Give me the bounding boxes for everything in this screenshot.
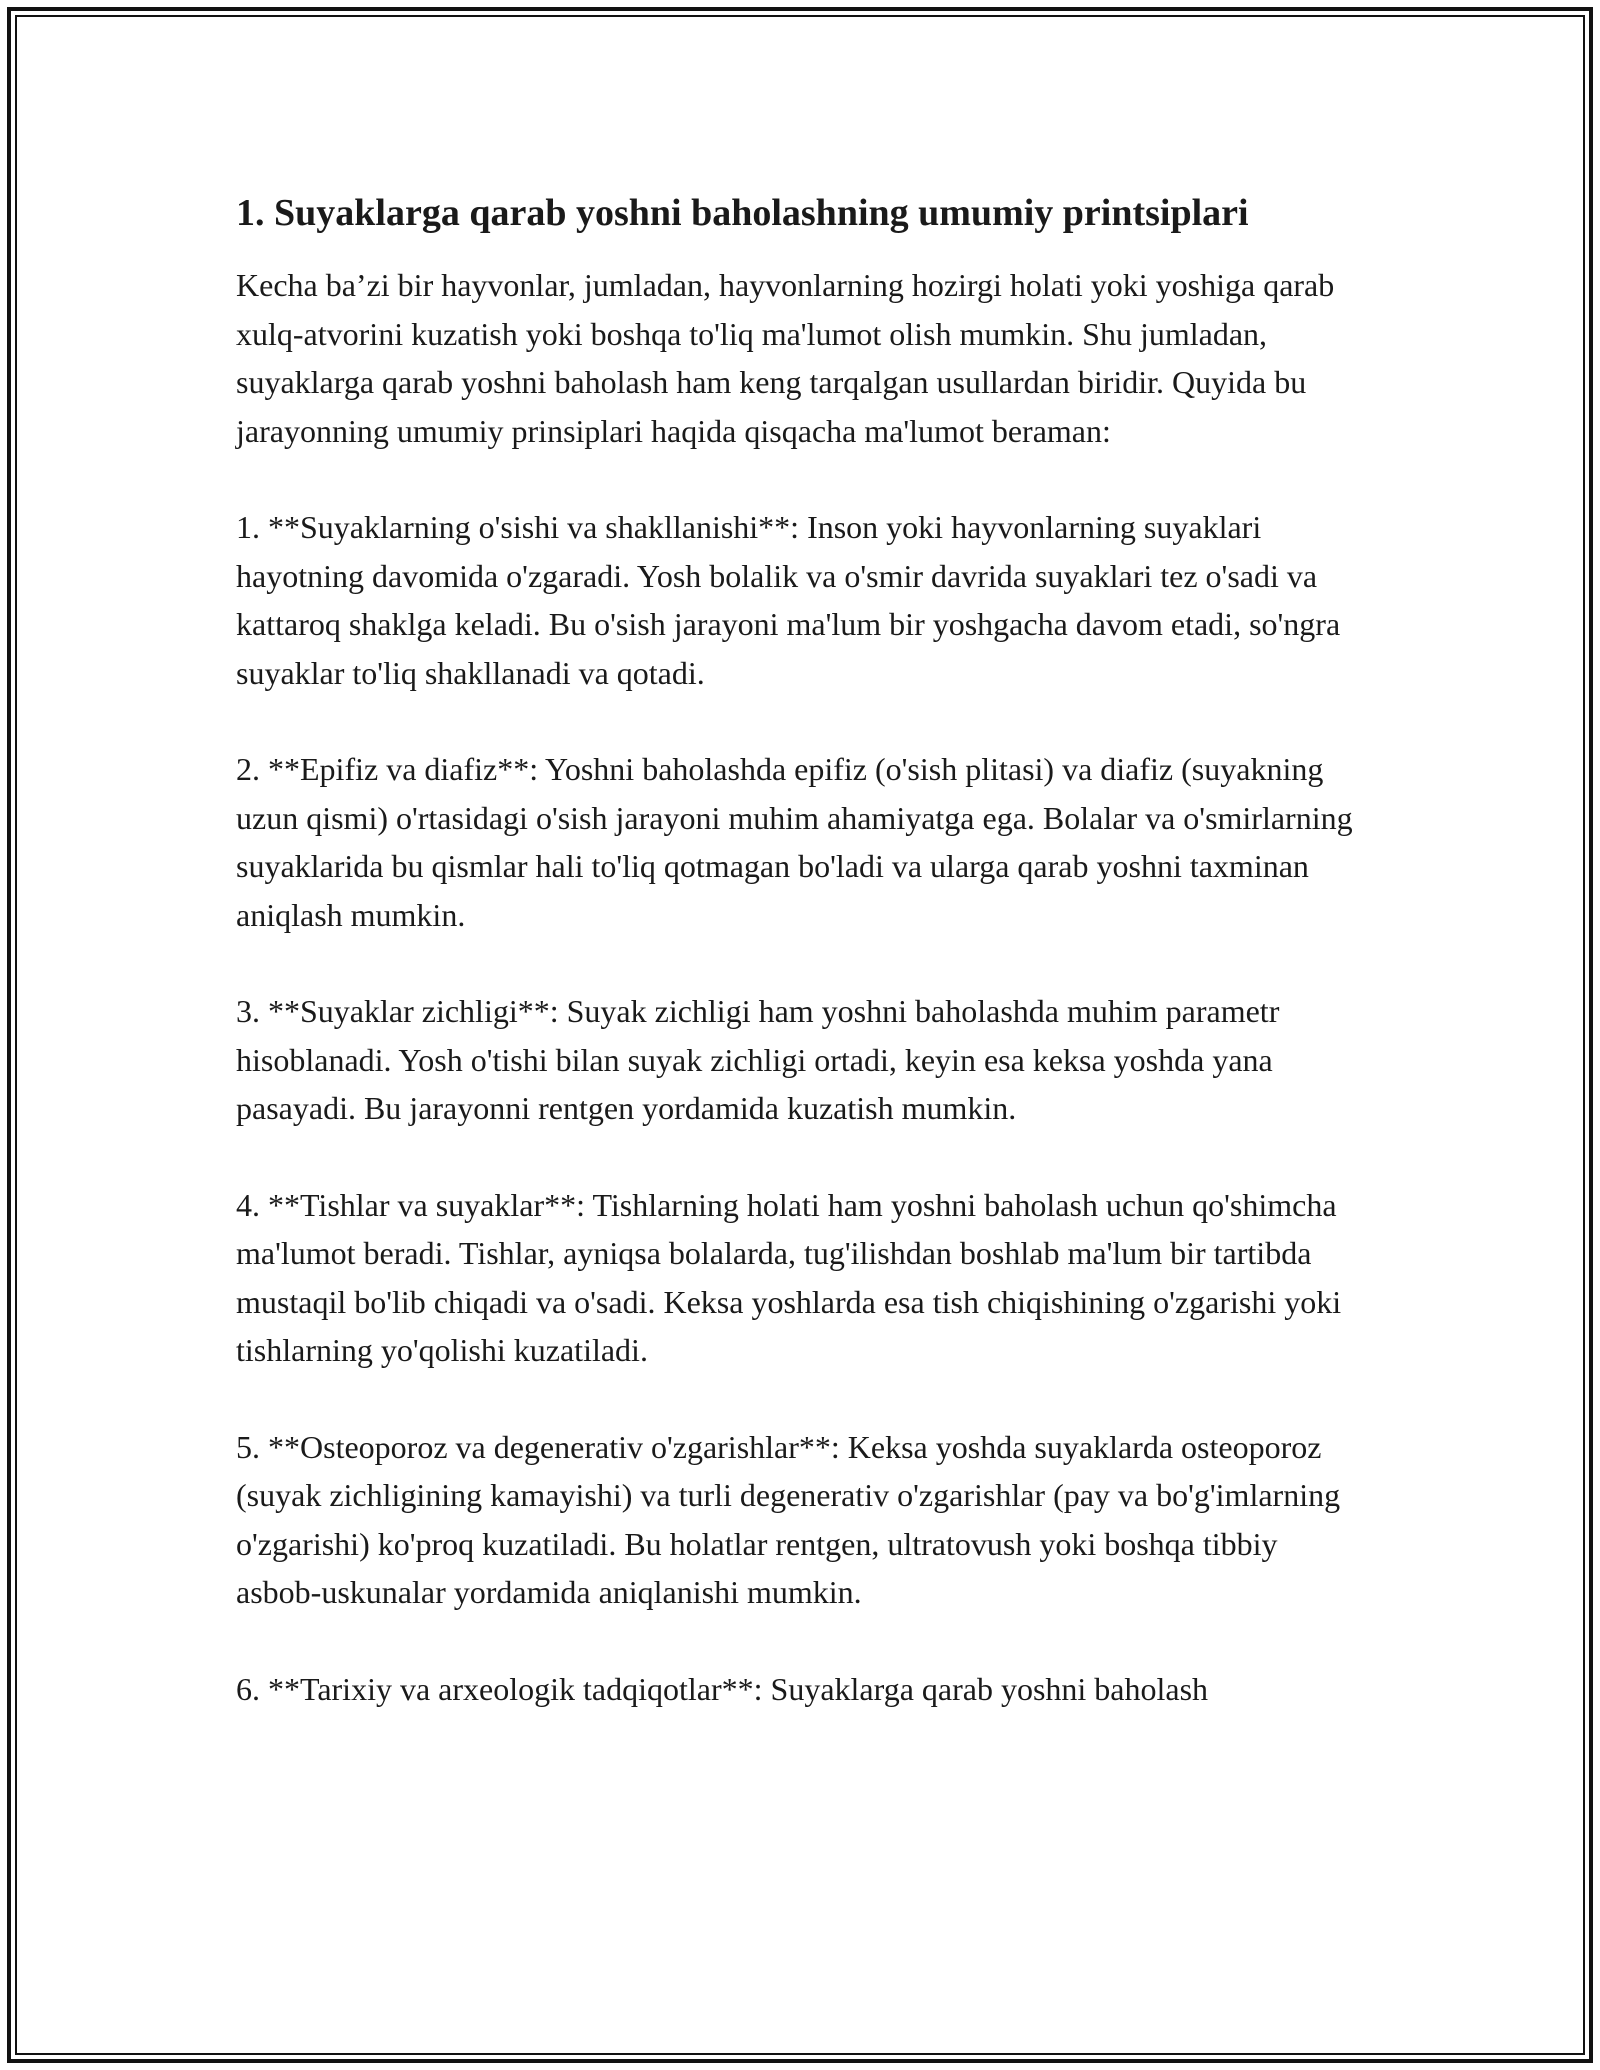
list-item-3: 3. **Suyaklar zichligi**: Suyak zichligi ham yoshni baholashda muhim parametr hisoblanadi. Yosh o'tishi bilan suyak zichligi ortadi, keyin esa keksa yoshda yana pasayadi. Bu jarayonni rentgen yordamida kuzatish mumkin.: [236, 993, 1280, 1126]
list-item-2: 2. **Epifiz va diafiz**: Yoshni baholashda epifiz (o'sish plitasi) va diafiz (suyakning uzun qismi) o'rtasidagi o'sish jarayoni muhim ahamiyatga ega. Bolalar va o'smirlarning suyaklarida bu qismlar hali to'liq qotmagan bo'ladi va ularga qarab yoshni taxminan aniqlash mumkin.: [236, 751, 1353, 933]
list-item-4: 4. **Tishlar va suyaklar**: Tishlarning holati ham yoshni baholash uchun qo'shimcha ma'lumot beradi. Tishlar, ayniqsa bolalarda, tug'ilishdan boshlab ma'lum bir tartibda mustaqil bo'lib chiqadi va o'sadi. Keksa yoshlarda esa tish chiqishining o'zgarishi yoki tishlarning yo'qolishi kuzatiladi.: [236, 1186, 1342, 1368]
document-title: 1. Suyaklarga qarab yoshni baholashning umumiy printsiplari: [236, 192, 1249, 234]
list-item-6: 6. **Tarixiy va arxeologik tadqiqotlar**: Suyaklarga qarab yoshni baholash: [236, 1670, 1209, 1707]
list-item-1: 1. **Suyaklarning o'sishi va shakllanishi**: Inson yoki hayvonlarning suyaklari hayotning davomida o'zgaradi. Yosh bolalik va o'smir davrida suyaklari tez o'sadi va kattaroq shaklga keladi. Bu o'sish jarayoni ma'lum bir yoshgacha davom etadi, so'ngra suyaklar to'liq shakllanadi va qotadi.: [236, 509, 1341, 691]
list-item-5: 5. **Osteoporoz va degenerativ o'zgarishlar**: Keksa yoshda suyaklarda osteoporoz (suyak zichligining kamayishi) va turli degenerativ o'zgarishlar (pay va bo'g'imlarning o'zgarishi) ko'proq kuzatiladi. Bu holatlar rentgen, ultratovush yoki boshqa tibbiy asbob-uskunalar yordamida aniqlanishi mumkin.: [236, 1428, 1341, 1610]
document-body: [236, 187, 1366, 1761]
intro-paragraph: Kecha ba’zi bir hayvonlar, jumladan, hayvonlarning hozirgi holati yoki yoshiga qarab xulq-atvorini kuzatish yoki boshqa to'liq ma'lumot olish mumkin. Shu jumladan, suyaklarga qarab yoshni baholash ham keng tarqalgan usullardan biridir. Quyida bu jarayonning umumiy prinsiplari haqida qisqacha ma'lumot beraman:: [236, 267, 1335, 449]
